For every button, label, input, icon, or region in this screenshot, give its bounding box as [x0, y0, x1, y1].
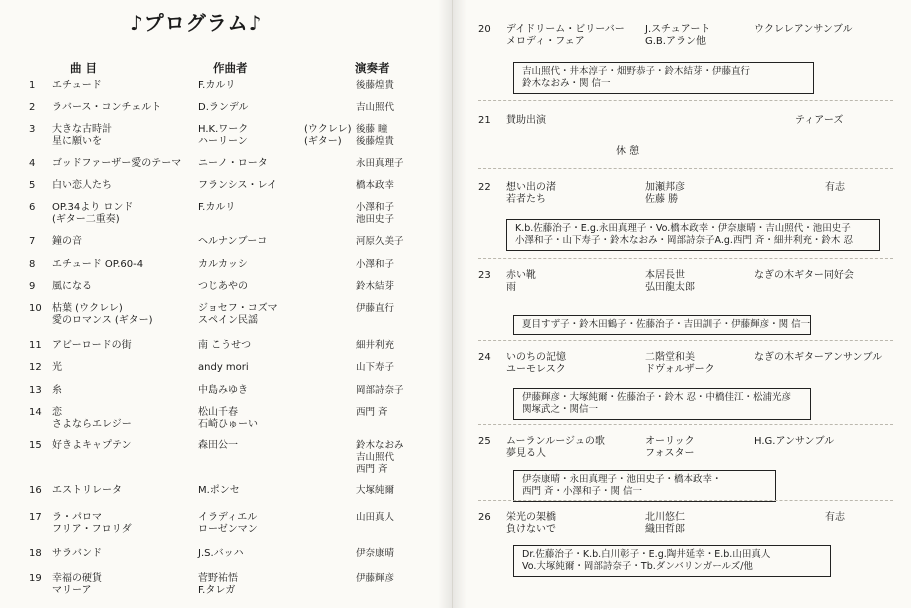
composer-line: 佐藤 勝	[645, 194, 679, 205]
header-performer: 演奏者	[355, 61, 390, 75]
composer-line: 弘田龍太郎	[645, 282, 695, 293]
item-performer	[825, 512, 845, 524]
item-composer	[645, 270, 695, 294]
performer-line: 小澤和子	[356, 202, 395, 213]
item-title	[52, 548, 102, 560]
title-line: いのちの記憶	[506, 352, 566, 363]
member-line: 小澤和子・山下寿子・鈴木なおみ・岡部詩奈子A.g.西門 斉・細井利充・鈴木 忍	[515, 235, 853, 246]
item-composer	[645, 436, 695, 460]
title-line: 栄光の架橋	[506, 512, 556, 523]
title-line: エチュード	[52, 80, 102, 91]
item-number: 15	[29, 440, 42, 451]
item-number: 12	[29, 362, 42, 373]
title-line: 糸	[52, 385, 62, 396]
title-line: ゴッドファーザー愛のテーマ	[52, 158, 182, 169]
title-line: 枯葉 (ウクレレ)	[52, 303, 123, 314]
performer-line: 伊藤直行	[356, 303, 395, 314]
item-number: 17	[29, 512, 42, 523]
item-number: 20	[478, 24, 491, 35]
composer-line: 北川悠仁	[645, 512, 685, 523]
composer-line: ヘルナンブーコ	[198, 236, 268, 247]
item-number: 10	[29, 303, 42, 314]
item-composer	[645, 512, 685, 536]
item-composer	[198, 102, 248, 114]
member-line: Dr.佐藤治子・K.b.白川彰子・E.g.陶井延幸・E.b.山田真人	[522, 549, 771, 560]
composer-line: 二階堂和美	[645, 352, 695, 363]
composer-line: オーリック	[645, 436, 695, 447]
item-title	[52, 362, 62, 374]
item-performer	[356, 259, 394, 271]
item-title	[52, 158, 181, 170]
composer-line: M.ポンセ	[198, 485, 240, 496]
title-line: 恋	[52, 407, 62, 418]
item-number: 2	[29, 102, 36, 113]
performer-line: 後藤 瞳	[356, 124, 388, 135]
performer-line: 西門 斉	[356, 464, 388, 475]
item-composer	[198, 512, 258, 536]
performer-line: 有志	[825, 182, 845, 193]
title-line: (ギター二重奏)	[52, 214, 120, 225]
item-number: 6	[29, 202, 36, 213]
section-divider	[478, 168, 893, 169]
composer-line: J.スチュアート	[645, 24, 711, 35]
title-line: ラバース・コンチェルト	[52, 102, 162, 113]
member-line: Vo.大塚純爾・岡部詩奈子・Tb.ダンバリンガールズ/他	[522, 561, 753, 572]
item-number: 22	[478, 182, 491, 193]
item-number: 7	[29, 236, 36, 247]
title-line: 星に願いを	[52, 136, 102, 147]
item-title	[506, 182, 556, 206]
item-composer	[198, 440, 238, 452]
title-line: メロディ・フェア	[506, 36, 585, 47]
composer-line: andy mori	[198, 362, 249, 373]
member-line: 関塚武之・関信一	[522, 404, 599, 415]
title-line: 大きな古時計	[52, 124, 112, 135]
title-line: 雨	[506, 282, 516, 293]
item-composer	[198, 281, 248, 293]
title-line: 想い出の渚	[506, 182, 556, 193]
performer-line: 小澤和子	[356, 259, 395, 270]
item-composer	[198, 202, 235, 214]
composer-line: ドヴォルザーク	[645, 364, 715, 375]
item-performer	[754, 270, 854, 282]
item-title	[506, 115, 546, 127]
performer-line: 山田真人	[356, 512, 395, 523]
title-line: サラバンド	[52, 548, 102, 559]
item-title	[52, 180, 112, 192]
composer-line: 本居長世	[645, 270, 685, 281]
item-title	[52, 202, 133, 226]
title-line: 赤い靴	[506, 270, 536, 281]
program-title: ♪プログラム♪	[130, 11, 263, 35]
title-line: 風になる	[52, 281, 92, 292]
composer-line: D.ランデル	[198, 102, 249, 113]
item-number: 4	[29, 158, 36, 169]
item-title	[52, 124, 112, 148]
composer-line: カルカッシ	[198, 259, 248, 270]
performer-line: なぎの木ギターアンサンブル	[754, 352, 883, 363]
item-composer	[198, 340, 251, 352]
item-composer	[645, 182, 685, 206]
composer-line: ハーリーン	[198, 136, 248, 147]
title-line: 鐘の音	[52, 236, 82, 247]
item-composer	[645, 24, 710, 48]
item-performer	[356, 180, 394, 192]
performer-line: 河原久美子	[356, 236, 404, 247]
member-line: 西門 斉・小澤和子・関 信一	[522, 486, 643, 497]
composer-line: つじあやの	[198, 281, 248, 292]
item-number: 3	[29, 124, 36, 135]
item-performer	[356, 158, 404, 170]
item-title	[506, 352, 566, 376]
item-number: 8	[29, 259, 36, 270]
section-divider	[478, 100, 893, 101]
item-composer	[198, 407, 258, 431]
performer-line: ウクレレアンサンブル	[754, 24, 853, 35]
item-title	[52, 80, 102, 92]
item-title	[52, 281, 92, 293]
composer-line: F.カルリ	[198, 80, 236, 91]
item-title	[52, 407, 132, 431]
title-line: エチュード OP.60-4	[52, 259, 144, 270]
title-line: 賛助出演	[506, 115, 546, 126]
composer-line: G.B.アラン他	[645, 36, 706, 47]
item-number: 13	[29, 385, 42, 396]
performer-line: 池田史子	[356, 214, 395, 225]
composer-line: 松山千春	[198, 407, 238, 418]
instrument-line: (ウクレレ)	[304, 124, 352, 135]
composer-line: 石崎ひゅーい	[198, 419, 258, 430]
composer-line: 南 こうせつ	[198, 340, 252, 351]
composer-line: 森田公一	[198, 440, 238, 451]
performer-line: 伊藤輝彦	[356, 573, 395, 584]
member-line: K.b.佐藤治子・E.g.永田真理子・Vo.橋本政幸・伊奈康晴・吉山照代・池田史子	[515, 223, 851, 234]
item-number: 23	[478, 270, 491, 281]
member-line: 夏目すず子・鈴木田鶴子・佐藤治子・吉田訓子・伊藤輝彦・関 信一	[522, 319, 811, 330]
composer-line: F.タレガ	[198, 585, 236, 596]
composer-line: H.K.ワーク	[198, 124, 249, 135]
composer-line: 中島みゆき	[198, 385, 248, 396]
item-title	[506, 512, 556, 536]
title-line: OP.34より ロンド	[52, 202, 134, 213]
performer-line: 西門 斉	[356, 407, 388, 418]
performer-line: ティアーズ	[795, 115, 844, 126]
item-number: 26	[478, 512, 491, 523]
item-title	[52, 512, 132, 536]
section-divider	[478, 258, 893, 259]
item-performer	[356, 407, 388, 419]
item-performer	[825, 182, 845, 194]
title-line: 光	[52, 362, 62, 373]
item-performer	[356, 548, 394, 560]
item-title	[52, 440, 132, 452]
item-performer	[356, 80, 394, 92]
item-title	[52, 573, 102, 597]
item-composer	[198, 548, 244, 560]
item-number: 24	[478, 352, 491, 363]
title-line: 夢見る人	[506, 448, 546, 459]
item-performer	[356, 124, 394, 148]
item-composer	[198, 362, 249, 374]
composer-line: 織田哲郎	[645, 524, 685, 535]
composer-line: F.カルリ	[198, 202, 236, 213]
item-performer	[356, 362, 394, 374]
composer-line: 菅野祐悟	[198, 573, 238, 584]
title-line: 幸福の硬貨	[52, 573, 102, 584]
performer-line: 後藤煌貴	[356, 80, 395, 91]
instrument-line: (ギター)	[304, 136, 342, 147]
composer-line: フォスター	[645, 448, 695, 459]
item-title	[506, 270, 536, 294]
title-line: マリーア	[52, 585, 92, 596]
title-line: エストリレータ	[52, 485, 122, 496]
intermission-label: 休 憩	[616, 146, 640, 157]
member-line: 伊藤輝彦・大塚純爾・佐藤治子・鈴木 忍・中橋佳江・松浦光彦	[522, 392, 792, 403]
item-number: 11	[29, 340, 42, 351]
title-line: ムーランルージュの歌	[506, 436, 605, 447]
item-composer	[198, 124, 248, 148]
item-number: 5	[29, 180, 36, 191]
performer-line: 岡部詩奈子	[356, 385, 404, 396]
item-composer	[198, 180, 277, 192]
title-line: さよならエレジー	[52, 419, 132, 430]
item-title	[506, 24, 625, 48]
section-divider	[478, 340, 893, 341]
item-composer	[198, 158, 268, 170]
title-line: 負けないで	[506, 524, 556, 535]
section-divider	[478, 424, 893, 425]
item-number: 25	[478, 436, 491, 447]
ensemble-members-box	[506, 219, 880, 251]
performer-line: 山下寿子	[356, 362, 395, 373]
item-performer	[356, 202, 394, 226]
item-title	[52, 303, 153, 327]
header-title: 曲 目	[70, 61, 98, 75]
title-line: ラ・パロマ	[52, 512, 102, 523]
member-line: 吉山照代・井本淳子・畑野恭子・鈴木結芽・伊藤直行	[522, 66, 751, 77]
item-composer	[198, 485, 240, 497]
composer-line: スペイン民謡	[198, 315, 258, 326]
title-line: デイドリーム・ビリーバー	[506, 24, 625, 35]
item-performer	[356, 102, 394, 114]
performer-line: 後藤煌貴	[356, 136, 395, 147]
item-performer	[754, 352, 882, 364]
ensemble-members-box	[513, 545, 831, 577]
ensemble-members-box	[513, 388, 811, 420]
performer-line: 吉山照代	[356, 102, 395, 113]
title-line: 好きよキャプテン	[52, 440, 132, 451]
performer-line: 有志	[825, 512, 845, 523]
item-title	[52, 340, 132, 352]
performer-line: 永田真理子	[356, 158, 404, 169]
performer-line: 細井利充	[356, 340, 395, 351]
item-title	[52, 485, 122, 497]
member-line: 伊奈康晴・永田真理子・池田史子・橋本政幸・	[522, 474, 722, 485]
title-line: ユーモレスク	[506, 364, 566, 375]
composer-line: ジョセフ・コズマ	[198, 303, 278, 314]
item-performer	[356, 236, 404, 248]
item-performer	[754, 24, 852, 36]
ensemble-members-box	[513, 470, 776, 502]
item-number: 1	[29, 80, 36, 91]
title-line: フリア・フロリダ	[52, 524, 132, 535]
composer-line: ニーノ・ロータ	[198, 158, 268, 169]
item-performer	[356, 440, 404, 476]
composer-line: イラディエル	[198, 512, 258, 523]
item-performer	[356, 385, 404, 397]
composer-line: 加瀬邦彦	[645, 182, 685, 193]
performer-line: なぎの木ギター同好会	[754, 270, 854, 281]
item-performer	[356, 303, 394, 315]
header-composer: 作曲者	[213, 61, 248, 75]
item-number: 14	[29, 407, 42, 418]
item-composer	[198, 236, 267, 248]
performer-line: 橋本政幸	[356, 180, 395, 191]
section-divider	[478, 500, 893, 501]
item-performer	[356, 485, 394, 497]
item-composer	[198, 385, 248, 397]
item-instrument	[304, 124, 352, 148]
item-performer	[356, 340, 394, 352]
item-composer	[645, 352, 715, 376]
performer-line: H.G.アンサンブル	[754, 436, 835, 447]
performer-line: 鈴木なおみ	[356, 440, 404, 451]
item-number: 9	[29, 281, 36, 292]
title-line: 白い恋人たち	[52, 180, 112, 191]
title-line: 若者たち	[506, 194, 546, 205]
item-performer	[356, 573, 394, 585]
item-composer	[198, 80, 235, 92]
item-number: 19	[29, 573, 42, 584]
item-composer	[198, 303, 278, 327]
composer-line: ローゼンマン	[198, 524, 258, 535]
item-composer	[198, 573, 238, 597]
item-composer	[198, 259, 248, 271]
ensemble-members-box	[513, 62, 814, 94]
item-number: 21	[478, 115, 491, 126]
item-performer	[754, 436, 834, 448]
item-title	[506, 436, 605, 460]
title-line: 愛のロマンス (ギター)	[52, 315, 153, 326]
performer-line: 伊奈康晴	[356, 548, 395, 559]
item-title	[52, 259, 143, 271]
ensemble-members-box	[513, 315, 811, 335]
item-title	[52, 236, 82, 248]
item-number: 16	[29, 485, 42, 496]
title-line: アビーロードの街	[52, 340, 132, 351]
member-line: 鈴木なおみ・関 信一	[522, 78, 611, 89]
performer-line: 鈴木結芽	[356, 281, 395, 292]
item-performer	[795, 115, 843, 127]
item-performer	[356, 512, 394, 524]
item-number: 18	[29, 548, 42, 559]
item-performer	[356, 281, 394, 293]
item-title	[52, 385, 62, 397]
performer-line: 大塚純爾	[356, 485, 395, 496]
item-title	[52, 102, 161, 114]
left-page	[0, 0, 453, 608]
performer-line: 吉山照代	[356, 452, 395, 463]
composer-line: フランシス・レイ	[198, 180, 277, 191]
composer-line: J.S.バッハ	[198, 548, 244, 559]
